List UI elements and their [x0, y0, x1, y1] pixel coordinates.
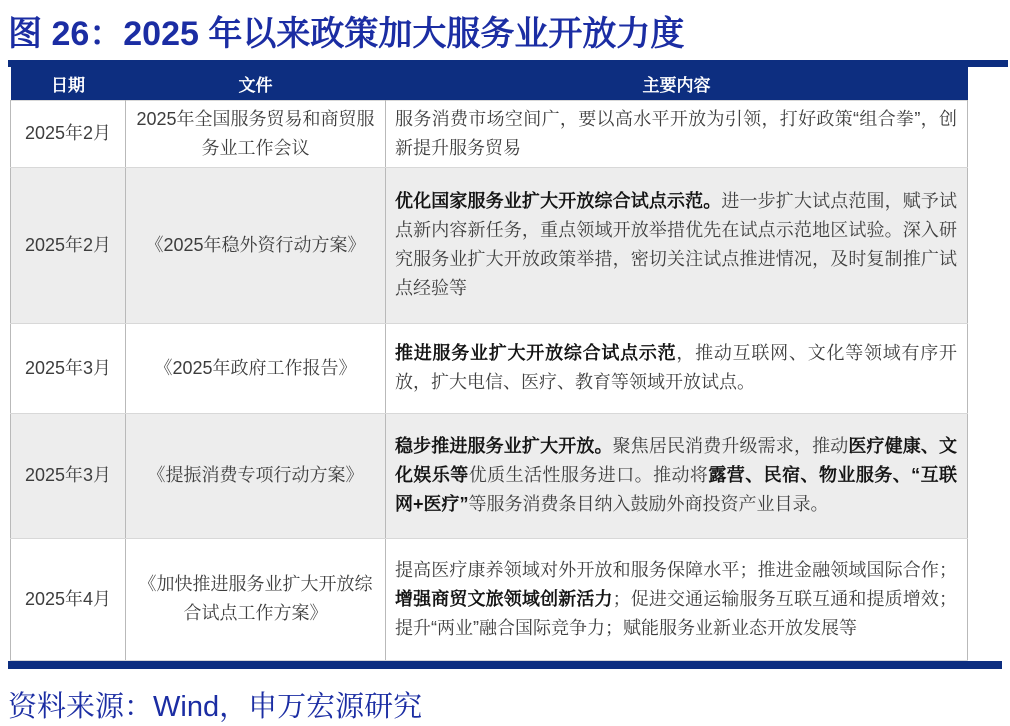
date-cell: 2025年2月	[11, 100, 126, 167]
policy-table	[10, 67, 968, 661]
document-cell: 《2025年政府工作报告》	[126, 323, 386, 413]
document-cell: 2025年全国服务贸易和商贸服务业工作会议	[126, 100, 386, 167]
date-cell: 2025年3月	[11, 323, 126, 413]
header-main-content: 主要内容	[386, 67, 968, 100]
content-segment-bold: 推进服务业扩大开放综合试点示范	[395, 343, 677, 363]
document-cell: 《提振消费专项行动方案》	[126, 413, 386, 538]
table-row	[11, 538, 968, 660]
content-cell	[386, 413, 968, 538]
content-segment: ；促进交通运输服务互联互通和提质增效；提升“两业”融合国际竞争力；赋能服务业新业态开放发展等	[395, 588, 958, 638]
content-segment-bold: 优化国家服务业扩大开放综合试点示范。	[395, 191, 722, 211]
content-segment: 服务消费市场空间广，要以高水平开放为引领，打好政策“组合拳”，创新提升服务贸易	[395, 108, 957, 158]
header-date: 日期	[11, 67, 126, 100]
table-row	[11, 413, 968, 538]
content-segment: 聚焦居民消费升级需求，推动	[612, 436, 849, 456]
content-cell	[386, 323, 968, 413]
page-title: 图 26：2025 年以来政策加大服务业开放力度	[8, 15, 685, 53]
header-row	[11, 67, 968, 100]
table-bottom-rule	[8, 661, 1002, 669]
content-segment-bold: 露营、民宿、物业服务、“互联网+医疗”	[395, 465, 958, 514]
table-body	[11, 100, 968, 660]
content-segment-bold: 医疗健康、文化娱乐等	[395, 436, 958, 485]
table-row	[11, 323, 968, 413]
content-segment-bold: 稳步推进服务业扩大开放。	[395, 436, 613, 456]
content-cell	[386, 538, 968, 660]
content-segment: 进一步扩大试点范围，赋予试点新内容新任务，重点领域开放举措优先在试点示范地区试验。深入研究服务业扩大开放政策举措，密切关注试点推进情况，及时复制推广试点经验等	[395, 191, 958, 298]
content-segment: 提高医疗康养领域对外开放和服务保障水平；推进金融领域国际合作；	[395, 559, 957, 580]
table-row	[11, 100, 968, 167]
date-cell: 2025年4月	[11, 538, 126, 660]
source-note: 资料来源：Wind，申万宏源研究	[8, 690, 423, 723]
document-cell: 《加快推进服务业扩大开放综合试点工作方案》	[126, 538, 386, 660]
content-segment: ，推动互联网、文化等领域有序开放，扩大电信、医疗、教育等领域开放试点。	[395, 343, 958, 392]
header-document: 文件	[126, 67, 386, 100]
content-segment: 优质生活性服务进口。推动将	[468, 465, 709, 485]
document-cell: 《2025年稳外资行动方案》	[126, 167, 386, 323]
table-row	[11, 167, 968, 323]
content-cell	[386, 100, 968, 167]
table-header	[11, 67, 968, 100]
content-segment: 等服务消费条目纳入鼓励外商投资产业目录。	[468, 494, 829, 514]
date-cell: 2025年3月	[11, 413, 126, 538]
title-divider-rule	[8, 60, 1008, 67]
content-cell	[386, 167, 968, 323]
content-segment-bold: 增强商贸文旅领域创新活力	[395, 588, 613, 609]
date-cell: 2025年2月	[11, 167, 126, 323]
